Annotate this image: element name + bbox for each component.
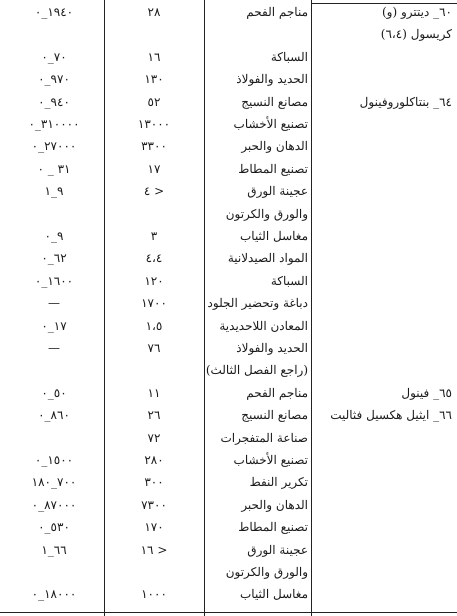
facility-count: ٤،٤ [145, 251, 163, 266]
table-row [0, 562, 457, 582]
table-row [0, 293, 457, 313]
facility-count: ١٣٠٠٠ [137, 117, 171, 131]
chemical-name [316, 584, 452, 604]
chemical-name [316, 114, 452, 134]
table-row [0, 450, 457, 470]
chemical-name [316, 204, 452, 224]
concentration-range: ٦٢_٠ [41, 251, 67, 266]
industry-name: الدهان والحبر [241, 139, 308, 154]
facility-count: ٥٢ [147, 94, 161, 109]
concentration-range: ٧٠٠_١٨٠ [31, 475, 77, 490]
table-row [0, 428, 457, 448]
table-row [0, 540, 457, 560]
industry-name: عجينة الورق [247, 542, 308, 557]
chemical-name [316, 338, 452, 358]
chemical-name: ٦٠_ ديتترو (و) [381, 5, 452, 19]
table-row [0, 405, 457, 425]
table-row [0, 159, 457, 179]
industry-name: السباكة [270, 273, 308, 288]
concentration-range: — [48, 296, 60, 311]
industry-name: مغاسل الثياب [239, 229, 308, 243]
industry-name: عجينة الورق [247, 184, 308, 199]
table-row [0, 517, 457, 537]
industry-name: مناجم الفحم [246, 5, 308, 19]
table-row [0, 584, 457, 604]
facility-count: ١٠٠٠ [141, 587, 167, 602]
facility-count: ٢٨٠ [144, 453, 164, 467]
concentration-range [8, 428, 100, 448]
table-row [0, 338, 457, 358]
table-row [0, 226, 457, 246]
concentration-range: ٥٠_٠ [41, 385, 67, 400]
table-row [0, 472, 457, 492]
concentration-range: ٩_١ [44, 184, 64, 199]
facility-count: ١٧ [147, 161, 161, 176]
concentration-range: ٨٦٠_٠ [38, 408, 70, 423]
table-row [0, 316, 457, 336]
concentration-range [8, 562, 100, 582]
facility-count [108, 204, 200, 224]
table-row [0, 2, 457, 22]
concentration-range: ١٧_٠ [41, 318, 67, 333]
facility-count: ١٣٠ [144, 72, 164, 87]
concentration-range: — [48, 341, 60, 355]
chemical-name [316, 540, 452, 560]
industry-name: تصنيع المطاط [238, 520, 308, 535]
concentration-range [8, 24, 100, 44]
chemical-name [316, 181, 452, 201]
facility-count [108, 24, 200, 44]
facility-count [108, 360, 200, 380]
industry-name: صناعة المتفجرات [220, 430, 308, 445]
facility-count: ٤ > [143, 184, 165, 199]
table-row [0, 181, 457, 201]
facility-count: ٣٠٠ [144, 475, 164, 490]
concentration-range: ١٨٠٠٠_٠ [31, 587, 77, 602]
table-row [0, 360, 457, 380]
table-row [0, 383, 457, 403]
industry-name: الحديد والفولاذ [236, 72, 308, 87]
table-row [0, 114, 457, 134]
chemical-name: كريسول (٦،٤) [380, 27, 452, 42]
table-row [0, 204, 457, 224]
concentration-range: ٦٦_١ [41, 542, 67, 557]
chemical-name [316, 248, 452, 268]
concentration-range [8, 204, 100, 224]
chemical-name [316, 159, 452, 179]
concentration-range: ٩٧٠_٠ [38, 72, 70, 87]
table-row [0, 248, 457, 268]
industry-name: المواد الصيدلانية [227, 251, 308, 266]
table-row [0, 92, 457, 112]
concentration-range: ٣١ _ ٠ [37, 161, 71, 176]
industry-name: مناجم الفحم [246, 385, 308, 400]
chemical-name [316, 271, 452, 291]
facility-count: ٧٢ [147, 430, 161, 445]
table-row [0, 47, 457, 67]
industry-name: مصانع النسيج [241, 94, 308, 109]
chemical-name [316, 562, 452, 582]
industry-name: الدهان والحبر [241, 497, 308, 512]
industry-name: مصانع النسيج [241, 408, 308, 423]
chemical-name [316, 472, 452, 492]
chemical-name [316, 226, 452, 246]
chemical-name: ٦٦_ ايثيل هكسيل فثاليت [330, 408, 452, 423]
concentration-range: ٧٠_٠ [41, 49, 67, 64]
industry-name: والورق والكرتون [225, 565, 308, 579]
facility-count: ١٧٠٠ [141, 296, 167, 311]
facility-count: ١٦ > [140, 542, 168, 557]
chemical-name [316, 428, 452, 448]
table-row [0, 136, 457, 156]
industry-name: والورق والكرتون [225, 206, 308, 221]
industry-name: تكرير النفط [249, 475, 308, 490]
facility-count: ١٧٠ [144, 520, 164, 535]
chemical-name [316, 495, 452, 515]
industry-name: (راجع الفصل الثالث) [205, 363, 308, 378]
concentration-range: ٣١٠٠٠٠_٠ [28, 117, 80, 131]
concentration-range: ٩_٠ [44, 229, 64, 243]
concentration-range: ٢٧٠٠٠_٠ [31, 139, 77, 154]
table-row [0, 24, 457, 44]
industry-name [208, 24, 308, 44]
chemical-name [316, 360, 452, 380]
concentration-range: ١٦٠٠_٠ [34, 273, 74, 288]
concentration-range: ٩٤٠_٠ [38, 94, 70, 109]
table-row [0, 495, 457, 515]
facility-count: ٣ [150, 229, 158, 243]
chemical-name [316, 136, 452, 156]
chemical-name: ٦٤_ بنتاكلوروفينول [359, 94, 452, 109]
border-bottom [0, 612, 457, 613]
facility-count: ٢٦ [147, 408, 161, 423]
industry-name: الحديد والفولاذ [236, 341, 308, 355]
chemical-name [316, 69, 452, 89]
facility-count [108, 562, 200, 582]
industry-name: المعادن اللاحديدية [219, 318, 308, 333]
chemical-name [316, 47, 452, 67]
concentration-range: ٨٧٠٠٠_٠ [31, 497, 77, 512]
chemical-name [316, 517, 452, 537]
chemical-name [316, 316, 452, 336]
chemical-name: ٦٥_ فينول [401, 385, 452, 400]
industry-name: تصنيع الأخشاب [233, 117, 308, 131]
industry-name: السباكة [270, 49, 308, 64]
industry-name: تصنيع المطاط [238, 161, 308, 176]
table-row [0, 69, 457, 89]
industry-name: تصنيع الأخشاب [233, 453, 308, 467]
concentration-range: ٥٣٠_٠ [38, 520, 70, 535]
industry-name: مغاسل الثياب [239, 587, 308, 602]
table-row [0, 271, 457, 291]
facility-count: ٧٦ [147, 341, 161, 355]
facility-count: ٣٣٠٠ [141, 139, 167, 154]
chemical-name [316, 293, 452, 313]
facility-count: ١٦ [147, 49, 161, 64]
facility-count: ١،٥ [145, 318, 163, 333]
chemical-name [316, 450, 452, 470]
industry-name: دباغة وتحضير الجلود [207, 296, 308, 311]
facility-count: ١٢٠ [144, 273, 164, 288]
facility-count: ١١ [147, 385, 161, 400]
concentration-range: ١٩٤٠_٠ [34, 5, 74, 19]
concentration-range: ١٥٠٠_٠ [34, 453, 74, 467]
concentration-range [8, 360, 100, 380]
facility-count: ٢٨ [147, 5, 161, 19]
facility-count: ٧٣٠٠ [141, 497, 167, 512]
